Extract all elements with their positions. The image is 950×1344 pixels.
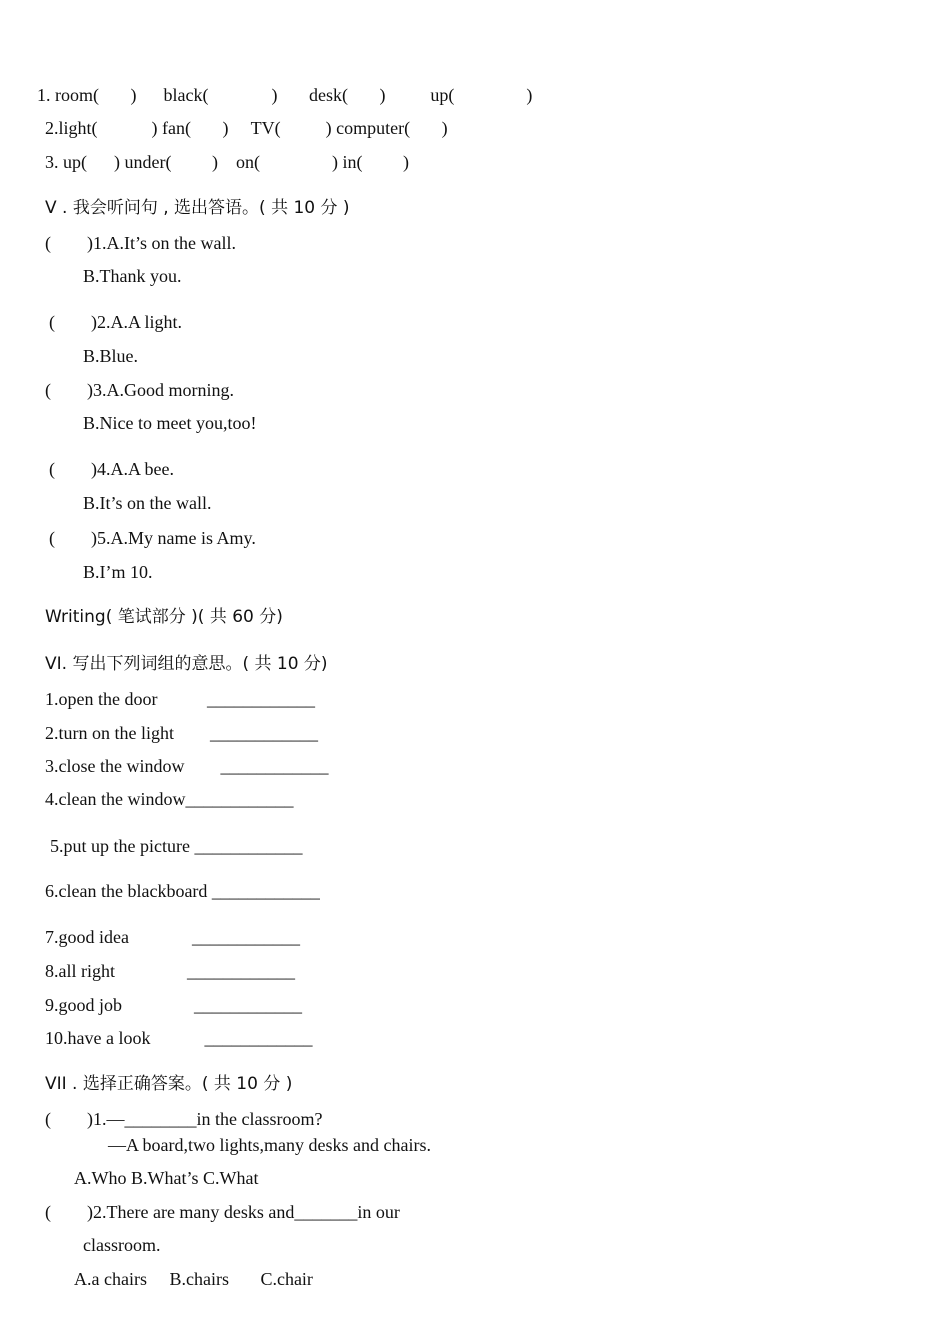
choice-q2-options: A.a chairs B.chairs C.chair	[74, 1269, 313, 1289]
choice-q1-options: A.Who B.What’s C.What	[74, 1168, 259, 1188]
section-title-v: V . 我会听问句 , 选出答语。( 共 10 分 )	[45, 198, 350, 218]
phrase-item-3: 3.close the window ____________	[45, 756, 329, 776]
choice-q2-continued: classroom.	[83, 1235, 161, 1255]
phrase-item-1: 1.open the door ____________	[45, 689, 315, 709]
listening-q4: ( )4.A.A bee.	[49, 459, 174, 479]
choice-q1: ( )1.—________in the classroom?	[45, 1109, 323, 1129]
phrase-item-5: 5.put up the picture ____________	[50, 836, 303, 856]
listening-q1: ( )1.A.It’s on the wall.	[45, 233, 236, 253]
phrase-item-9: 9.good job ____________	[45, 995, 303, 1015]
phrase-item-8: 8.all right ____________	[45, 961, 295, 981]
phrase-item-10: 10.have a look ____________	[45, 1028, 313, 1048]
choice-q2: ( )2.There are many desks and_______in our	[45, 1202, 400, 1222]
part4-row-2: 2.light( ) fan( ) TV( ) computer( )	[45, 118, 448, 138]
listening-q2-b: B.Blue.	[83, 346, 139, 366]
section-title-vi: VI. 写出下列词组的意思。( 共 10 分)	[45, 654, 328, 674]
part4-row-1: 1. room( ) black( ) desk( ) up( )	[37, 85, 533, 105]
part4-row-3: 3. up( ) under( ) on( ) in( )	[45, 152, 409, 172]
listening-q4-b: B.It’s on the wall.	[83, 493, 212, 513]
listening-q3-b: B.Nice to meet you,too!	[83, 413, 257, 433]
writing-title: Writing( 笔试部分 )( 共 60 分)	[45, 607, 283, 627]
phrase-item-2: 2.turn on the light ____________	[45, 723, 318, 743]
phrase-item-7: 7.good idea ____________	[45, 927, 300, 947]
section-title-vii: VII . 选择正确答案。( 共 10 分 )	[45, 1074, 293, 1094]
listening-q1-b: B.Thank you.	[83, 266, 182, 286]
choice-q1-reply: —A board,two lights,many desks and chairs.	[108, 1135, 431, 1155]
phrase-item-4: 4.clean the window____________	[45, 789, 294, 809]
listening-q5: ( )5.A.My name is Amy.	[49, 528, 256, 548]
listening-q3: ( )3.A.Good morning.	[45, 380, 234, 400]
phrase-item-6: 6.clean the blackboard ____________	[45, 881, 320, 901]
listening-q2: ( )2.A.A light.	[49, 312, 182, 332]
listening-q5-b: B.I’m 10.	[83, 562, 153, 582]
